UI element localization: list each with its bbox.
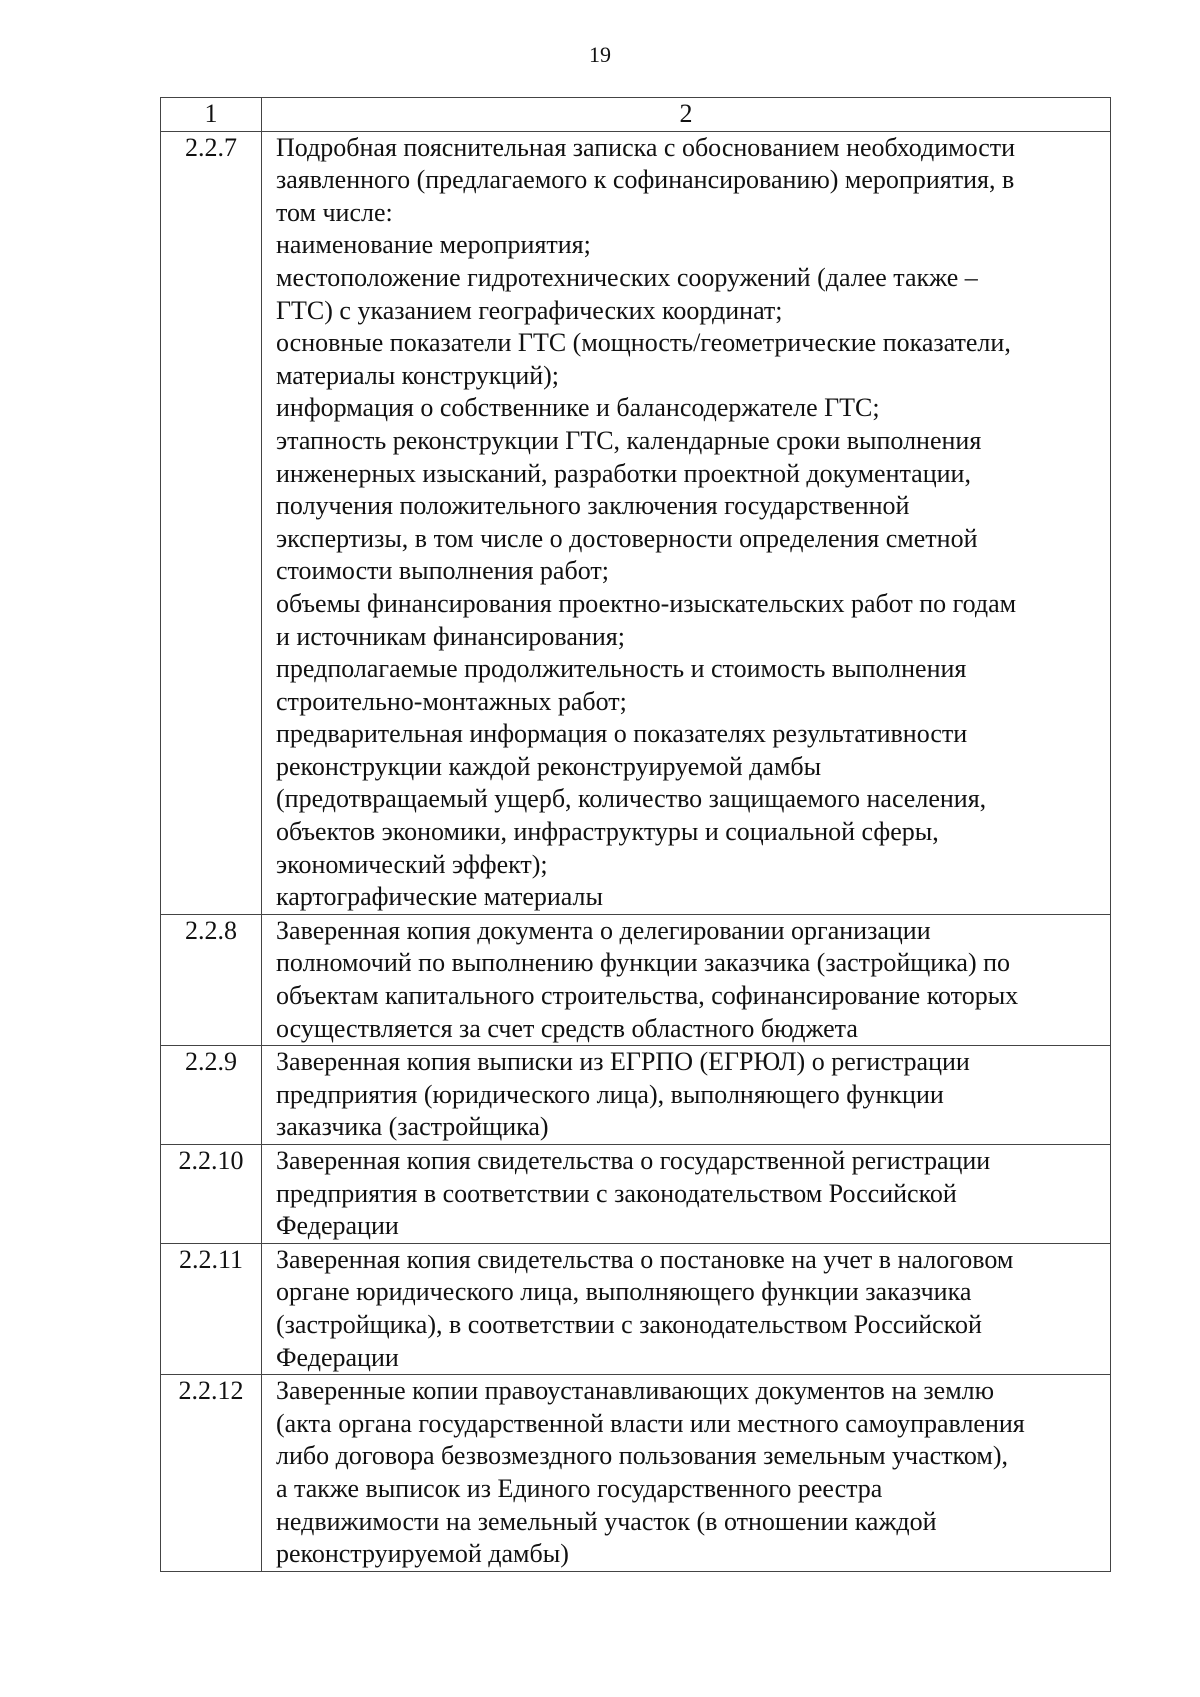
description-line: объектов экономики, инфраструктуры и социальной сферы, [276,817,939,847]
description-line: либо договора безвозмездного пользования земельным участком), [276,1441,1008,1471]
description-line: осуществляется за счет средств областного бюджета [276,1013,858,1043]
table-row [161,1046,1111,1145]
description-line: Подробная пояснительная записка с обоснованием необходимости [276,132,1016,162]
description-line: объектам капитального строительства, софинансирование которых [276,981,1019,1011]
description-line: заявленного (предлагаемого к софинансированию) мероприятия, в [276,165,1015,195]
item-description [262,1145,1111,1244]
description-line: стоимости выполнения работ; [276,556,609,586]
item-number: 2.2.9 [161,1046,262,1145]
table-row [161,1243,1111,1374]
item-number: 2.2.12 [161,1375,262,1572]
table-body [161,98,1111,1572]
description-line: объемы финансирования проектно-изыскательских работ по годам [276,588,1017,618]
requirements-table [160,97,1111,1572]
item-number: 2.2.11 [161,1243,262,1374]
table-row [161,914,1111,1045]
table-row [161,1145,1111,1244]
description-line: Федерации [276,1211,399,1241]
description-line: картографические материалы [276,882,603,912]
description-line: Заверенные копии правоустанавливающих документов на землю [276,1376,995,1406]
description-line: получения положительного заключения государственной [276,491,910,521]
item-description [262,1046,1111,1145]
description-line: том числе: [276,197,393,227]
description-line: Заверенная копия свидетельства о государственной регистрации [276,1146,991,1175]
description-line: ГТС) с указанием географических координат; [276,295,783,325]
description-line: строительно-монтажных работ; [276,686,627,716]
description-line: (застройщика), в соответствии с законодательством Российской [276,1309,982,1339]
description-line: местоположение гидротехнических сооружений (далее также – [276,262,978,292]
description-line: Федерации [276,1342,399,1372]
description-line: информация о собственнике и балансодержателе ГТС; [276,393,880,423]
description-line: полномочий по выполнению функции заказчика (застройщика) по [276,948,1011,978]
description-line: наименование мероприятия; [276,230,591,260]
description-line: органе юридического лица, выполняющего функции заказчика [276,1277,972,1307]
description-line: предполагаемые продолжительность и стоимость выполнения [276,654,967,684]
description-line: этапность реконструкции ГТС, календарные сроки выполнения [276,425,982,455]
header-col-2: 2 [262,98,1111,132]
table-row [161,1375,1111,1572]
description-line: основные показатели ГТС (мощность/геометрические показатели, [276,328,1011,358]
description-line: а также выписок из Единого государственного реестра [276,1473,883,1503]
description-line: инженерных изысканий, разработки проектной документации, [276,458,971,488]
item-description [262,914,1111,1045]
description-line: реконструируемой дамбы) [276,1539,569,1569]
item-description [262,131,1111,914]
item-number: 2.2.10 [161,1145,262,1244]
description-line: экономический эффект); [276,849,548,879]
description-line: Заверенная копия свидетельства о постановке на учет в налоговом [276,1244,1014,1274]
description-line: предприятия (юридического лица), выполняющего функции [276,1079,944,1109]
item-number: 2.2.7 [161,131,262,914]
description-line: экспертизы, в том числе о достоверности определения сметной [276,523,978,553]
item-number: 2.2.8 [161,914,262,1045]
description-line: заказчика (застройщика) [276,1112,549,1142]
item-description [262,1243,1111,1374]
description-line: и источникам финансирования; [276,621,625,651]
description-line: (предотвращаемый ущерб, количество защищаемого населения, [276,784,987,814]
table-row [161,131,1111,914]
page-number: 19 [589,42,611,67]
description-line: Заверенная копия документа о делегировании организации [276,915,931,945]
description-line: (акта органа государственной власти или местного самоуправления [276,1408,1025,1438]
description-line: Заверенная копия выписки из ЕГРПО (ЕГРЮЛ) о регистрации [276,1047,970,1077]
description-line: реконструкции каждой реконструируемой дамбы [276,751,822,781]
item-description [262,1375,1111,1572]
description-line: предприятия в соответствии с законодательством Российской [276,1178,957,1208]
table-header-row [161,98,1111,132]
description-line: предварительная информация о показателях результативности [276,719,968,749]
description-line: недвижимости на земельный участок (в отношении каждой [276,1506,937,1536]
header-col-1: 1 [161,98,262,132]
description-line: материалы конструкций); [276,360,560,390]
